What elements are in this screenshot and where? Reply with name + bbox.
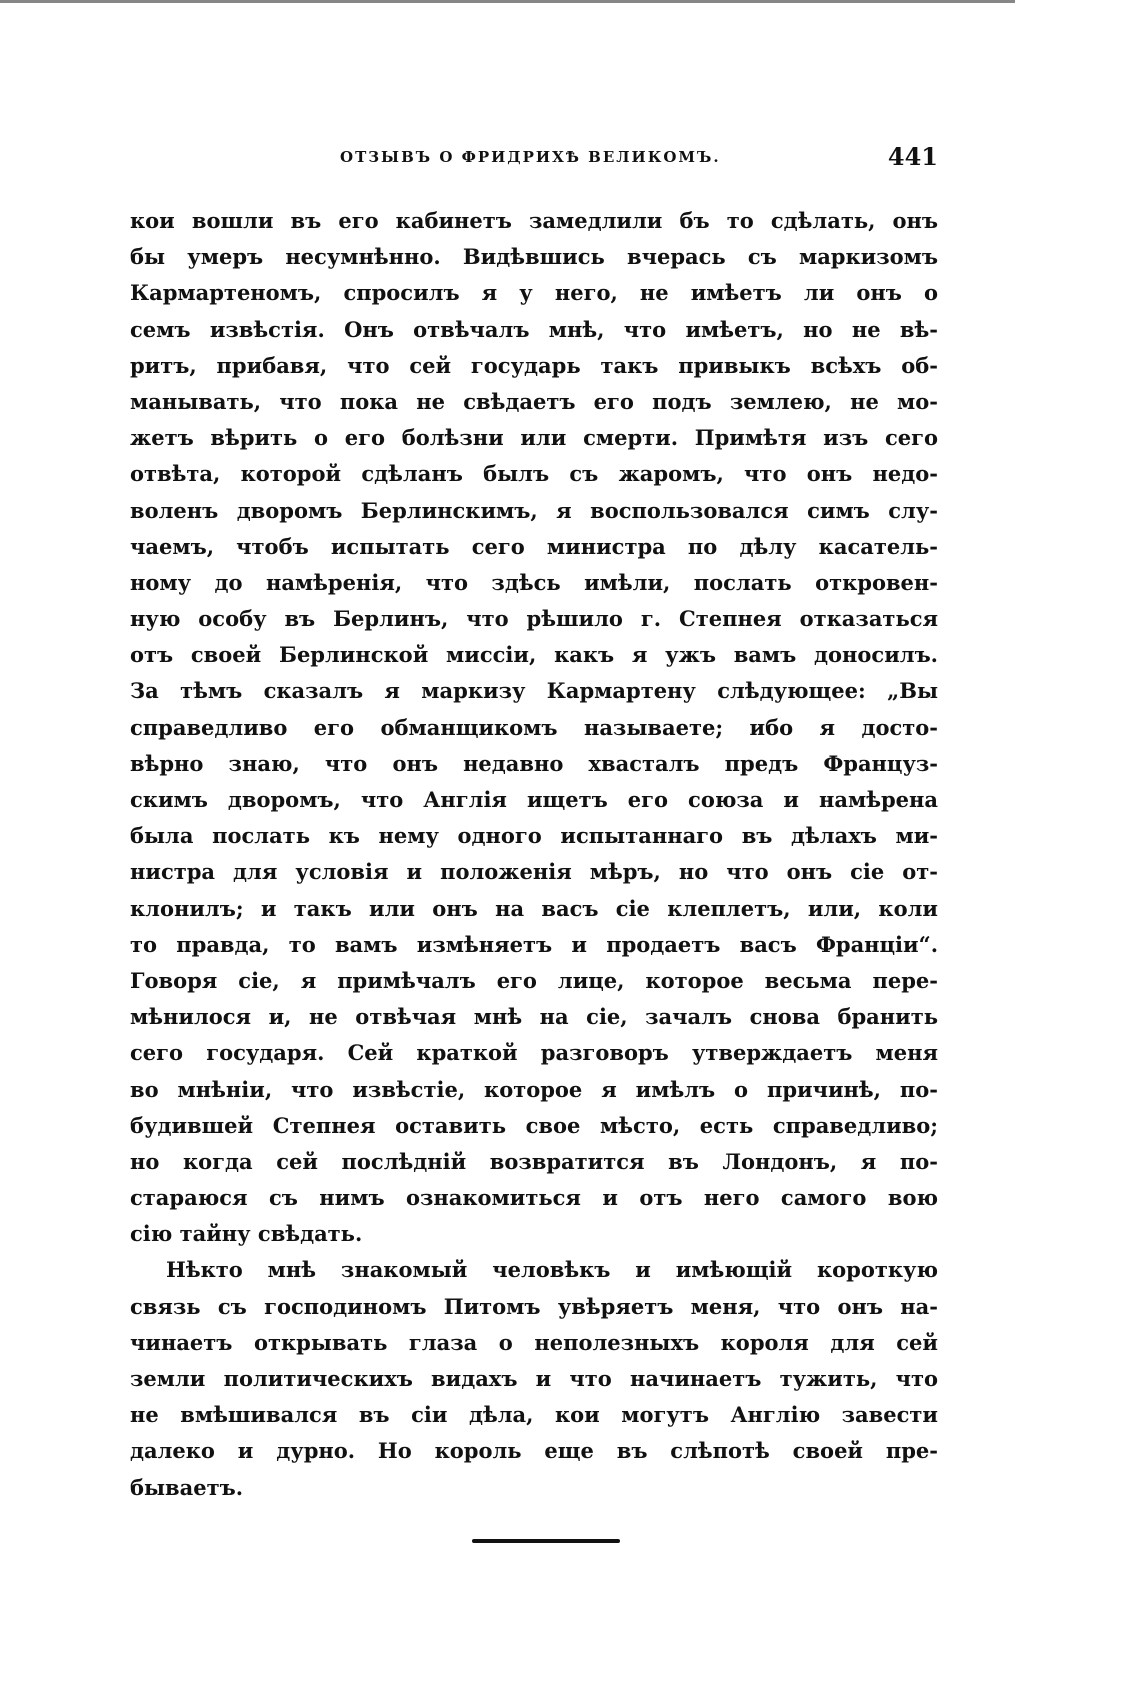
text-line: Говоря сіе, я примѣчалъ его лице, которое весьма пере- <box>130 967 938 993</box>
text-line: клонилъ; и такъ или онъ на васъ сіе клеплетъ, или, коли <box>130 895 938 921</box>
text-line: отъ своей Берлинской миссіи, какъ я ужъ вамъ доносилъ. <box>130 642 938 668</box>
text-line: кои вошли въ его кабинетъ замедлили бъ то сдѣлать, онъ <box>130 208 938 233</box>
top-edge-rule <box>0 0 1015 3</box>
text-line: сего государя. Сей краткой разговоръ утверждаетъ меня <box>130 1040 938 1066</box>
text-line: ному до намѣренія, что здѣсь имѣли, послать откровен- <box>130 569 938 595</box>
text-line: справедливо его обманщикомъ называете; ибо я досто- <box>130 714 938 740</box>
text-line: земли политическихъ видахъ и что начинаетъ тужить, что <box>130 1366 938 1391</box>
text-line: ритъ, прибавя, что сей государь такъ привыкъ всѣхъ об- <box>130 352 938 378</box>
text-line: манывать, что пока не свѣдаетъ его подъ землею, не мо- <box>130 388 938 414</box>
text-line: была послать къ нему одного испытаннаго въ дѣлахъ ми- <box>130 823 938 849</box>
end-rule <box>472 1539 620 1543</box>
text-line: не вмѣшивался въ сіи дѣла, кои могутъ Англію завести <box>130 1402 938 1428</box>
text-line: ную особу въ Берлинъ, что рѣшило г. Степнея отказаться <box>130 606 938 632</box>
text-line: чинаетъ открывать глаза о неполезныхъ короля для сей <box>130 1329 938 1355</box>
running-title: ОТЗЫВЪ О ФРИДРИХѢ ВЕЛИКОМЪ. <box>340 148 721 166</box>
text-line: За тѣмъ сказалъ я маркизу Кармартену слѣдующее: „Вы <box>130 678 938 704</box>
text-line: связь съ господиномъ Питомъ увѣряетъ меня, что онъ на- <box>130 1293 938 1319</box>
text-line: но когда сей послѣдній возвратится въ Лондонъ, я по- <box>130 1148 938 1174</box>
text-line: нистра для условія и положенія мѣръ, но что онъ сіе от- <box>130 859 938 885</box>
text-line: семъ извѣстія. Онъ отвѣчалъ мнѣ, что имѣетъ, но не вѣ- <box>130 316 938 342</box>
text-line: воленъ дворомъ Берлинскимъ, я воспользовался симъ слу- <box>130 497 938 523</box>
body-text <box>130 203 938 1506</box>
page-number: 441 <box>887 142 938 171</box>
text-line: мѣнилося и, не отвѣчая мнѣ на сіе, зачалъ снова бранить <box>130 1004 938 1030</box>
text-line: отвѣта, которой сдѣланъ былъ съ жаромъ, что онъ недо- <box>130 461 938 487</box>
text-line: бываетъ. <box>130 1474 244 1500</box>
text-line: то правда, то вамъ измѣняетъ и продаетъ васъ Франціи“. <box>130 931 938 957</box>
text-line: вѣрно знаю, что онъ недавно хвасталъ предъ Француз- <box>130 750 938 776</box>
text-line: жетъ вѣрить о его болѣзни или смерти. Примѣтя изъ сего <box>130 425 938 451</box>
page-header <box>130 142 938 174</box>
text-line: чаемъ, чтобъ испытать сего министра по дѣлу касатель- <box>130 533 938 559</box>
text-line: во мнѣніи, что извѣстіе, которое я имѣлъ о причинѣ, по- <box>130 1076 938 1102</box>
text-line: скимъ дворомъ, что Англія ищетъ его союза и намѣрена <box>130 787 938 812</box>
text-line: стараюся съ нимъ ознакомиться и отъ него самого вою <box>130 1185 938 1211</box>
text-line: далеко и дурно. Но король еще въ слѣпотѣ своей пре- <box>130 1438 938 1464</box>
text-line: сію тайну свѣдать. <box>130 1221 363 1247</box>
text-line: бы умеръ несумнѣнно. Видѣвшись вчерась съ маркизомъ <box>130 244 938 270</box>
text-line: Кармартеномъ, спросилъ я у него, не имѣетъ ли онъ о <box>130 280 938 306</box>
text-line: Нѣкто мнѣ знакомый человѣкъ и имѣющій короткую <box>166 1257 938 1283</box>
text-line: будившей Степнея оставить свое мѣсто, есть справедливо; <box>130 1112 938 1138</box>
